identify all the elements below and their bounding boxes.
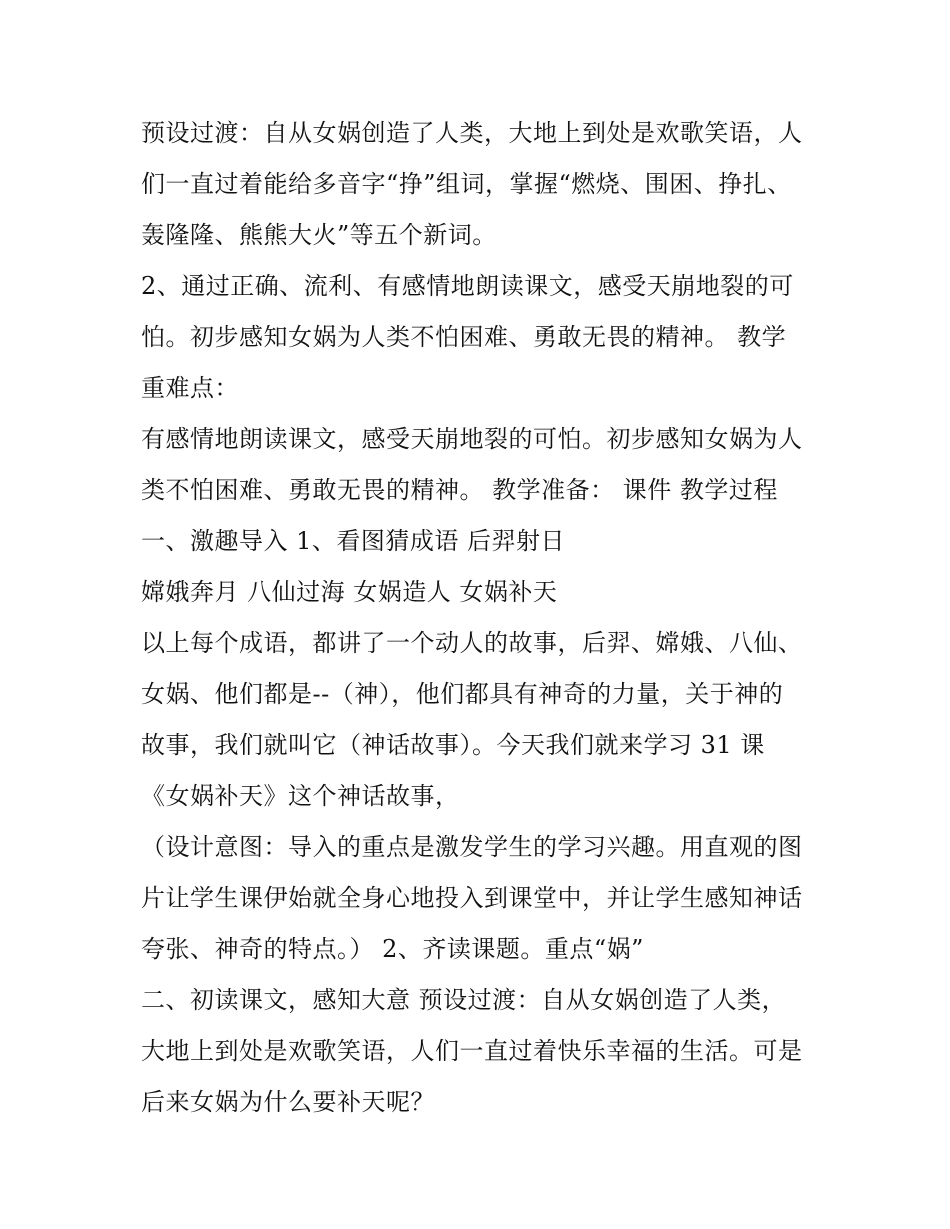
text-line: 一、激趣导入 1、看图猜成语 后羿射日 — [141, 527, 566, 555]
text-line: 2、通过正确、流利、有感情地朗读课文，感受天崩地裂的可 — [141, 272, 794, 300]
body-text — [141, 108, 831, 1128]
text-line: （设计意图：导入的重点是激发学生的学习兴趣。用直观的图 — [141, 833, 803, 861]
text-line: 预设过渡：自从女娲创造了人类，大地上到处是欢歌笑语，人 — [141, 119, 803, 147]
text-line: 大地上到处是欢歌笑语，人们一直过着快乐幸福的生活。可是 — [141, 1037, 803, 1065]
text-line: 片让学生课伊始就全身心地投入到课堂中，并让学生感知神话 — [141, 884, 803, 912]
text-line: 类不怕困难、勇敢无畏的精神。 教学准备： 课件 教学过程 — [141, 476, 778, 504]
text-line: 二、初读课文，感知大意 预设过渡：自从女娲创造了人类， — [141, 986, 787, 1014]
text-line: 们一直过着能给多音字“挣”组词，掌握“燃烧、围困、挣扎、 — [141, 170, 792, 198]
text-line: 有感情地朗读课文，感受天崩地裂的可怕。初步感知女娲为人 — [141, 425, 803, 453]
text-line: 故事，我们就叫它（神话故事）。今天我们就来学习 31 课 — [141, 731, 765, 759]
text-line: 怕。初步感知女娲为人类不怕困难、勇敢无畏的精神。 教学 — [141, 323, 787, 351]
text-line: 女娲、他们都是--（神），他们都具有神奇的力量，关于神的 — [141, 680, 784, 708]
text-line: 后来女娲为什么要补天呢？ — [141, 1088, 435, 1116]
text-line: 嫦娥奔月 八仙过海 女娲造人 女娲补天 — [141, 578, 558, 606]
text-line: 轰隆隆、熊熊大火”等五个新词。 — [141, 221, 497, 249]
text-line: 重难点： — [141, 374, 239, 402]
text-line: 《女娲补天》这个神话故事， — [141, 782, 460, 810]
text-line: 以上每个成语，都讲了一个动人的故事，后羿、嫦娥、八仙、 — [141, 629, 803, 657]
text-line: 夸张、神奇的特点。） 2、齐读课题。重点“娲” — [141, 935, 644, 963]
